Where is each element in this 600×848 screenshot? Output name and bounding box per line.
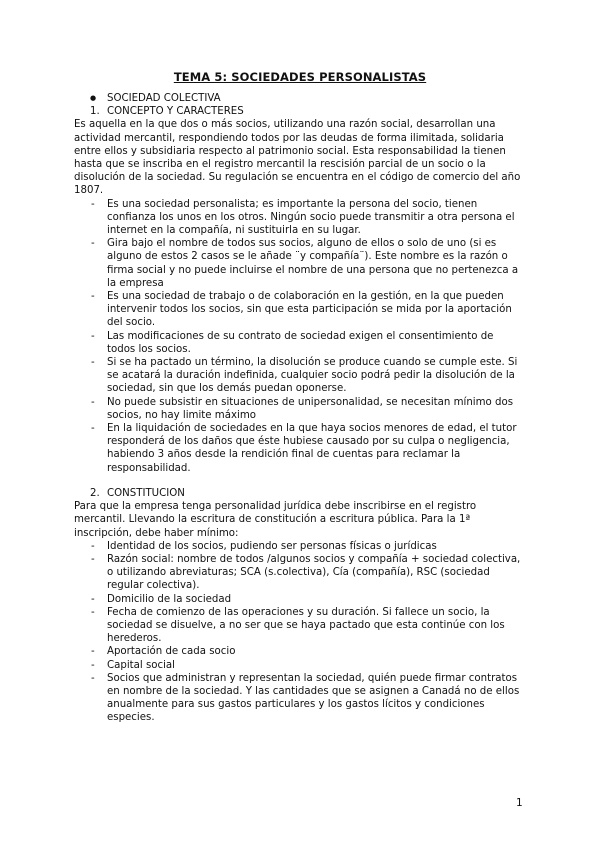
list-item: - Es una sociedad de trabajo o de colaboración en la gestión, en la que pueden intervenir todos los socios, sin que esta participación se mida por la aportación del socio. xyxy=(74,290,522,330)
document-body xyxy=(74,92,522,725)
list-item: - Domicilio de la sociedad xyxy=(74,593,522,606)
list-item: - Capital social xyxy=(74,659,522,672)
document-title xyxy=(0,70,600,84)
list-item: - Aportación de cada socio xyxy=(74,645,522,658)
document-title-text: TEMA 5: SOCIEDADES PERSONALISTAS xyxy=(173,70,427,84)
list-item: - Socios que administran y representan la sociedad, quién puede firmar contratos en nombre de la sociedad. Y las cantidades que se asignen a Canadá no de ellos anualmente para sus gastos particulares y los gastos lícitos y condiciones especies. xyxy=(74,672,522,725)
list-item: - Es una sociedad personalista; es importante la persona del socio, tienen confianza los unos en los otros. Ningún socio puede transmitir a otra persona el internet en la compañía, ni sustituirla en su lugar. xyxy=(74,198,522,238)
list-item: - No puede subsistir en situaciones de unipersonalidad, se necesitan mínimo dos socios, no hay limite máximo xyxy=(74,396,522,422)
section-1-heading-text: CONCEPTO Y CARACTERES xyxy=(107,106,244,118)
section-1-list xyxy=(74,198,522,475)
page-number: 1 xyxy=(516,797,523,809)
section-2-heading xyxy=(74,487,522,500)
list-item: - Si se ha pactado un término, la disolución se produce cuando se cumple este. Si se acatará la duración indefinida, cualquier socio podrá pedir la disolución de la sociedad, sin que los demás puedan oponerse. xyxy=(74,356,522,396)
section-2-list xyxy=(74,540,522,725)
list-item: - Fecha de comienzo de las operaciones y su duración. Si fallece un socio, la sociedad se disuelve, a no ser que se haya pactado que esta continúe con los herederos. xyxy=(74,606,522,646)
section-1-intro: Es aquella en la que dos o más socios, utilizando una razón social, desarrollan una actividad mercantil, respondiendo todos por las deudas de forma ilimitada, solidaria entre ellos y subsidiaria respecto al patrimonio social. Esta responsabilidad la tienen hasta que se inscriba en el registro mercantil la rescisión parcial de un socio o la disolución de la sociedad. Su regulación se encuentra en el código de comercio del año 1807. xyxy=(74,119,521,197)
section-1-number: 1. xyxy=(90,106,100,118)
list-item: - En la liquidación de sociedades en la que haya socios menores de edad, el tutor responderá de los daños que éste hubiese causado por su culpa o negligencia, habiendo 3 años desde la rendición final de cuentas para reclamar la responsabilidad. xyxy=(74,422,522,475)
list-item: - Identidad de los socios, pudiendo ser personas físicas o jurídicas xyxy=(74,540,522,553)
section-2-number: 2. xyxy=(90,487,100,499)
section-spacer xyxy=(74,475,522,487)
list-item: - Razón social: nombre de todos /algunos socios y compañía + sociedad colectiva, o utilizando abreviaturas; SCA (s.colectiva), Cía (compañía), RSC (sociedad regular colectiva). xyxy=(74,553,522,593)
list-item: - Las modificaciones de su contrato de sociedad exigen el consentimiento de todos los socios. xyxy=(74,330,522,356)
section-1-bullet-heading: ● SOCIEDAD COLECTIVA xyxy=(74,92,522,105)
section-2-heading-text: CONSTITUCION xyxy=(107,487,185,499)
list-item: - Gira bajo el nombre de todos sus socios, alguno de ellos o solo de uno (si es alguno de estos 2 casos se le añade ¨y compañía¨). Este nombre es la razón o firma social y no puede incluirse el nombre de una persona que no pertenezca a la empresa xyxy=(74,237,522,290)
section-2-intro: Para que la empresa tenga personalidad jurídica debe inscribirse en el registro mercantil. Llevando la escritura de constitución a escritura pública. Para la 1ª inscripción, debe haber mínimo: xyxy=(74,501,477,539)
section-1-heading xyxy=(74,105,522,118)
